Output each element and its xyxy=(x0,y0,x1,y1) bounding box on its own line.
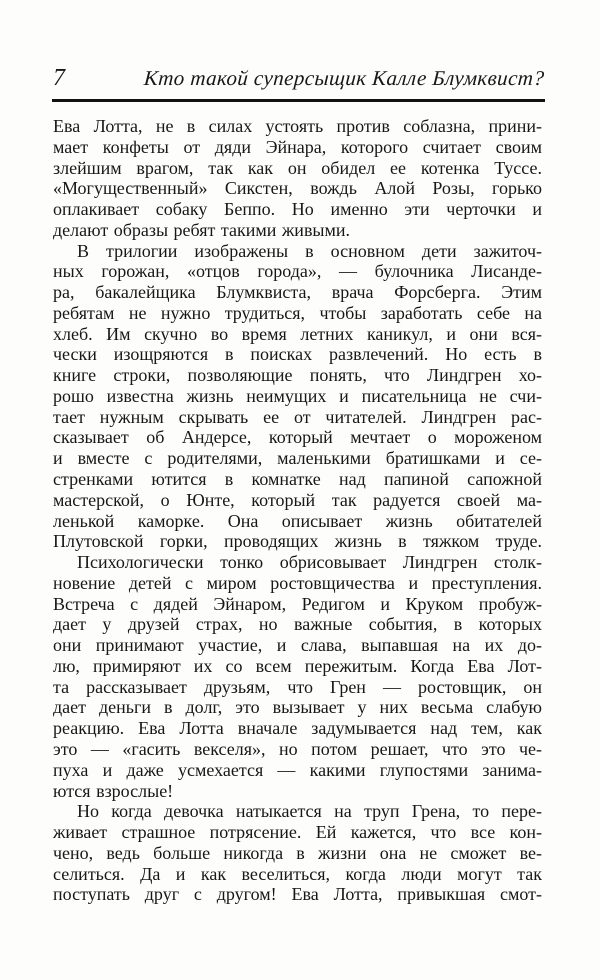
text-line: ленькой каморке. Она описывает жизнь обитателей xyxy=(53,510,542,531)
text-line: тает нужным скрывать ее от читателей. Линдгрен рас- xyxy=(53,406,542,427)
text-line: чено, ведь больше никогда в жизни она не сможет ве- xyxy=(53,842,542,863)
page-number: 7 xyxy=(53,65,65,91)
text-line: та рассказывает друзьям, что Грен — ростовщик, он xyxy=(53,676,542,697)
text-line: Плутовской горки, проводящих жизнь в тяжком труде. xyxy=(53,531,542,552)
text-line: ных горожан, «отцов города», — булочника Лисанде- xyxy=(53,261,542,282)
text-line: это — «гасить векселя», но потом решает, что это че- xyxy=(53,738,542,759)
text-line: В трилогии изображены в основном дети зажиточ- xyxy=(77,240,542,261)
text-line: «Могущественный» Сикстен, вождь Алой Розы, горько xyxy=(53,178,542,199)
text-line: мает конфеты от дяди Эйнара, которого считает своим xyxy=(53,136,542,157)
running-title: Кто такой суперсыщик Калле Блумквист? xyxy=(142,66,545,90)
text-line: чески изощряются в поисках развлечений. Но есть в xyxy=(53,344,542,365)
text-line: книге строки, позволяющие понять, что Линдгрен хо- xyxy=(53,365,542,386)
text-line: и вместе с родителями, маленькими братишками и се- xyxy=(53,448,542,469)
text-line: ребятам не нужно трудиться, чтобы заработать себе на xyxy=(53,302,542,323)
text-line: новение детей с миром ростовщичества и преступления. xyxy=(53,572,542,593)
header-rule xyxy=(52,99,545,102)
paragraph xyxy=(53,552,542,801)
text-line: Психологически тонко обрисовывает Линдгрен столк- xyxy=(77,552,542,573)
page-body xyxy=(53,116,542,905)
paragraph xyxy=(53,241,542,552)
text-line: поступать друг с другом! Ева Лотта, привыкшая смот- xyxy=(53,884,542,905)
text-line: стренками ютится в комнатке над папиной сапожной xyxy=(53,469,542,490)
text-line: пуха и даже усмехается — какими глупостями занима- xyxy=(53,759,542,780)
text-line: селиться. Да и как веселиться, когда люди могут так xyxy=(53,863,542,884)
text-line: злейшим врагом, так как он обидел ее котенка Туссе. xyxy=(53,157,542,178)
text-line: Встреча с дядей Эйнаром, Редигом и Круком пробуж- xyxy=(53,593,542,614)
text-line: ра, бакалейщика Блумквиста, врача Форсберга. Этим xyxy=(53,282,542,303)
text-line: Ева Лотта, не в силах устоять против соблазна, прини- xyxy=(53,116,542,136)
text-line: оплакивает собаку Беппо. Но именно эти черточки и xyxy=(53,199,542,220)
text-line: рошо известна жизнь неимущих и писательница не счи- xyxy=(53,385,542,406)
text-line: хлеб. Им скучно во время летних каникул, и они вся- xyxy=(53,323,542,344)
text-line: сказывает об Андерсе, который мечтает о мороженом xyxy=(53,427,542,448)
text-line: дает деньги в долг, это вызывает у них весьма слабую xyxy=(53,697,542,718)
text-line: мастерской, о Юнте, который так радуется своей ма- xyxy=(53,489,542,510)
text-line: ются взрослые! xyxy=(53,780,174,801)
text-line: Но когда девочка натыкается на труп Грена, то пере- xyxy=(77,801,542,822)
paragraph xyxy=(53,116,542,241)
paragraph xyxy=(53,801,542,905)
text-line: они принимают участие, и слава, выпавшая на их до- xyxy=(53,635,542,656)
text-line: живает страшное потрясение. Ей кажется, что все кон- xyxy=(53,822,542,843)
text-line: лю, примиряют их со всем пережитым. Когда Ева Лот- xyxy=(53,655,542,676)
running-header xyxy=(53,64,543,92)
text-line: реакцию. Ева Лотта вначале задумывается над тем, как xyxy=(53,718,542,739)
text-line: дает у друзей страх, но важные события, в которых xyxy=(53,614,542,635)
text-line: делают образы ребят такими живыми. xyxy=(53,219,351,240)
